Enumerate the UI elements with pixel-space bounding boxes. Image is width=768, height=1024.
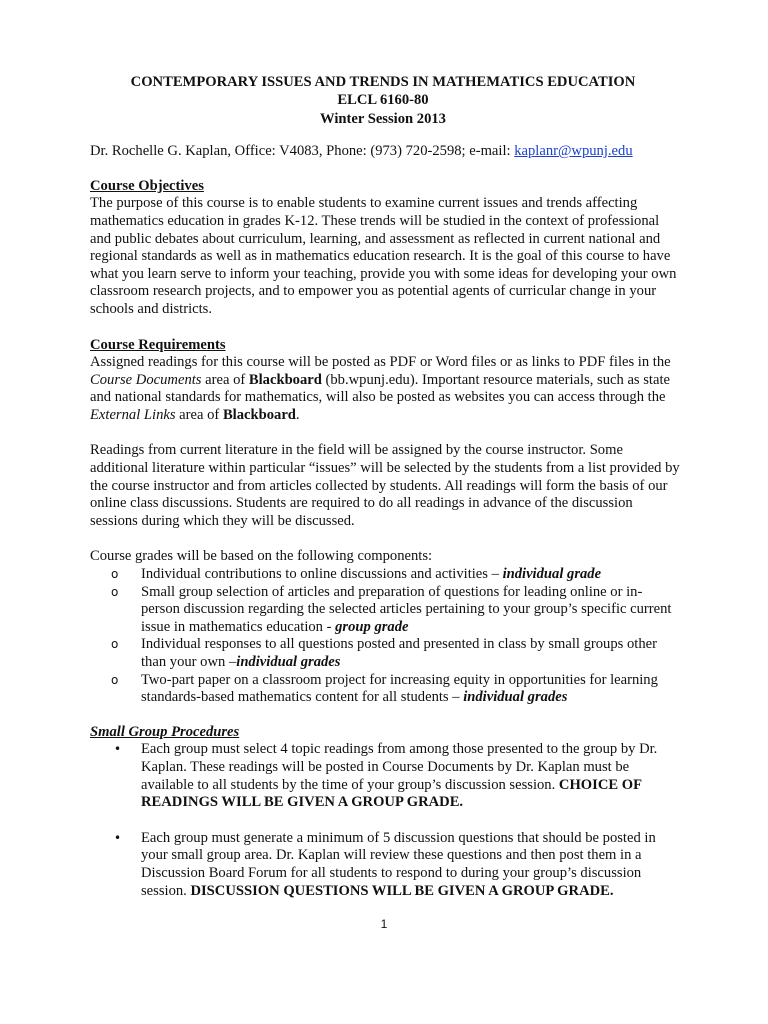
blackboard-term: Blackboard: [248, 371, 322, 388]
circle-bullet-icon: o: [111, 567, 119, 582]
instructor-details: Dr. Rochelle G. Kaplan, Office: V4083, Phone: (973) 720-2598; e-mail:: [90, 143, 515, 160]
bullet-icon: •: [114, 830, 122, 845]
grades-intro: Course grades will be based on the following components:: [90, 548, 433, 565]
instructor-info: [90, 143, 680, 161]
component-text: Small group selection of articles and preparation of questions for leading online or in-person discussion regarding the selected articles pertaining to your group’s specific current issue in mathematics education -: [141, 583, 672, 635]
component-text: Two-part paper on a classroom project for increasing equity in opportunities for learning standards-based mathematics content for all students –: [141, 671, 658, 706]
list-item: [111, 672, 680, 707]
component-text: Individual responses to all questions posted and presented in class by small groups other than your own –: [141, 636, 657, 671]
circle-bullet-icon: o: [111, 672, 119, 687]
procedure-grade-note: CHOICE OF READINGS WILL BE GIVEN A GROUP GRADE.: [141, 776, 642, 811]
list-item: [114, 741, 680, 811]
component-text: Individual contributions to online discussions and activities –: [141, 566, 503, 583]
document-header: [86, 74, 680, 129]
procedures-list: [90, 741, 680, 900]
component-grade-type: individual grades: [236, 654, 341, 671]
instructor-email-link[interactable]: kaplanr@wpunj.edu: [514, 143, 633, 160]
component-grade-type: group grade: [335, 618, 409, 635]
requirements-text: (bb.wpunj.edu). Important resource materials, such as state and national standards for mathematics, will also be posted as websites you can access through the: [90, 371, 670, 406]
requirements-text: .: [295, 406, 300, 423]
objectives-body: The purpose of this course is to enable students to examine current issues and trends affecting mathematics education in grades K-12. These trends will be studied in the context of professional and public debates about curriculum, learning, and assessment as reflected in current national and regional standards as well as in mathematics education research. It is the goal of this course to have what you learn serve to inform your teaching, provide you with some ideas for developing your own classroom research projects, and to empower you as potential agents of curricular change in your schools and districts.: [90, 195, 677, 317]
course-title: CONTEMPORARY ISSUES AND TRENDS IN MATHEMATICS EDUCATION: [130, 74, 636, 90]
requirements-text: area of: [175, 406, 223, 423]
list-item: [114, 830, 680, 900]
procedure-text: Each group must generate a minimum of 5 discussion questions that should be posted in your small group area. Dr. Kaplan will review these questions and then post them in a Discussion Board Forum for all students to respond to during your group’s discussion session.: [141, 829, 656, 899]
circle-bullet-icon: o: [111, 637, 119, 652]
requirements-text: area of: [201, 371, 249, 388]
page-number: 1: [380, 917, 388, 931]
list-item: [111, 584, 680, 637]
requirements-text: Assigned readings for this course will be posted as PDF or Word files or as links to PDF files in the: [90, 354, 671, 371]
procedure-text: Each group must select 4 topic readings from among those presented to the group by Dr. Kaplan. These readings will be posted in Course Documents by Dr. Kaplan must be available to all students by the time of your group’s discussion session.: [141, 741, 658, 793]
document-page: [90, 74, 680, 900]
requirements-heading: Course Requirements: [90, 336, 226, 353]
circle-bullet-icon: o: [111, 584, 119, 599]
requirements-paragraph-1: [90, 354, 680, 424]
course-documents-term: Course Documents: [90, 371, 202, 388]
list-item: [111, 636, 680, 671]
list-item: [111, 566, 680, 584]
external-links-term: External Links: [90, 406, 176, 423]
component-grade-type: individual grades: [463, 689, 568, 706]
blackboard-term: Blackboard: [222, 406, 296, 423]
component-grade-type: individual grade: [502, 566, 602, 583]
bullet-icon: •: [114, 742, 122, 757]
procedures-heading: Small Group Procedures: [90, 723, 240, 740]
procedure-grade-note: DISCUSSION QUESTIONS WILL BE GIVEN A GROUP GRADE.: [190, 882, 614, 899]
requirements-paragraph-2: Readings from current literature in the field will be assigned by the course instructor. Some additional literature within particular “issues” will be selected by the students from a list provided by the course instructor and from articles collected by students. All readings will form the basis of our online class discussions. Students are required to do all readings in advance of the discussion sessions during which they will be discussed.: [90, 442, 680, 529]
objectives-heading: Course Objectives: [90, 177, 204, 194]
course-code: ELCL 6160-80: [337, 92, 429, 109]
course-session: Winter Session 2013: [320, 110, 446, 127]
grade-components-list: [90, 566, 680, 707]
